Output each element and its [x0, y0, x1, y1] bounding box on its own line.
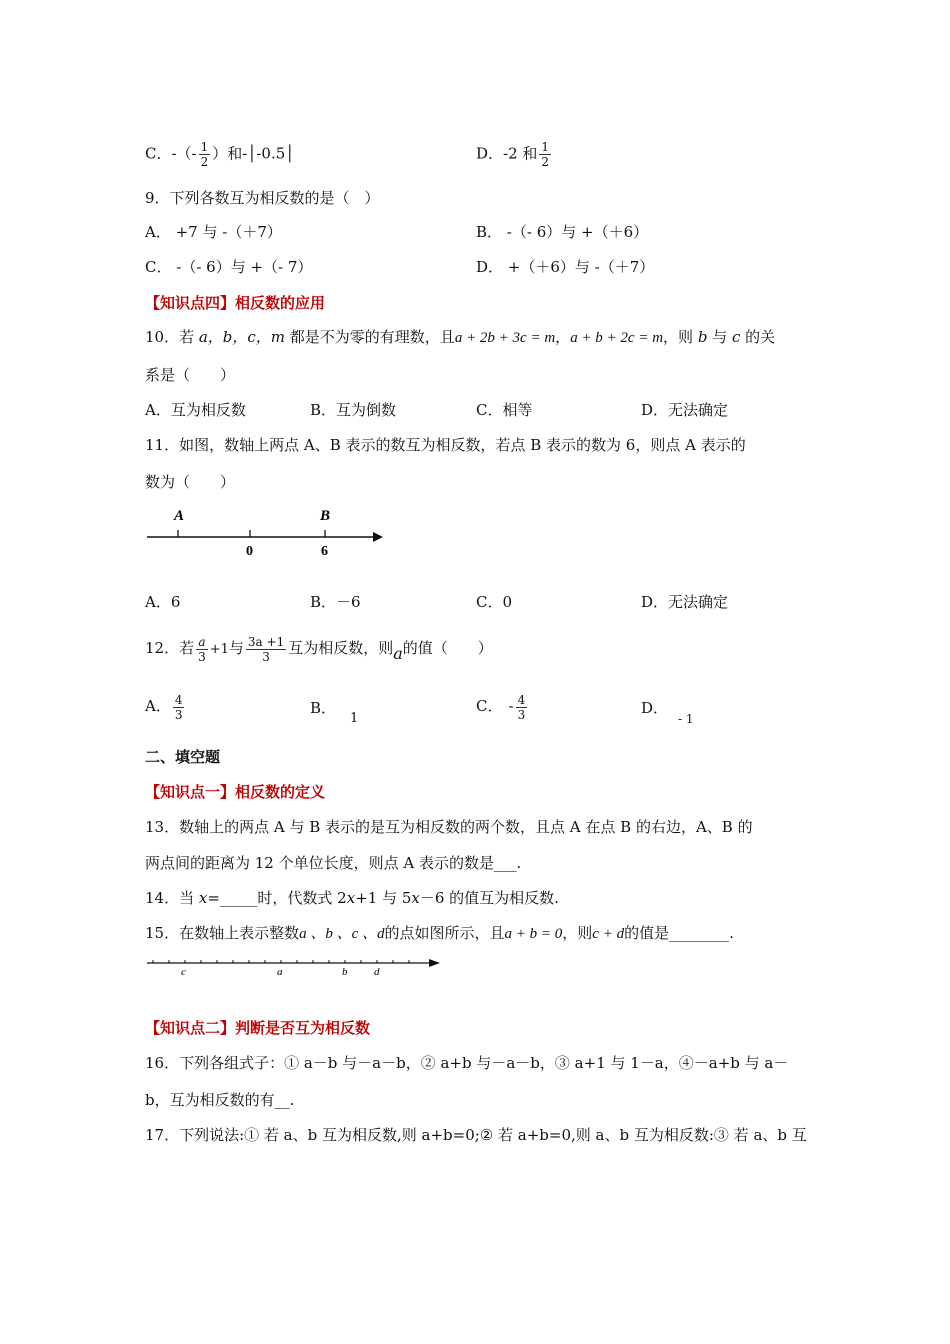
- q9-option-d: D． +（＋6）与 -（＋7）: [476, 258, 655, 276]
- frac-num: 4: [517, 692, 526, 707]
- option-sign: -: [508, 697, 514, 715]
- fraction-3a-plus-1-over-3: [246, 635, 286, 664]
- expression: c + d: [592, 926, 625, 942]
- frac-num: 4: [174, 692, 183, 707]
- knowledge-point-heading: 【知识点四】相反数的应用: [145, 294, 326, 312]
- tick-label-6: 6: [321, 544, 328, 559]
- q9-option-c: C． -（- 6）与 +（- 7）: [145, 258, 313, 276]
- q9-stem: 9．下列各数互为相反数的是（ ）: [145, 189, 380, 207]
- text: 的值（ ）: [402, 639, 493, 657]
- text: 的值是________.: [624, 924, 734, 942]
- variable: b: [697, 328, 708, 346]
- q14-stem: [145, 888, 559, 908]
- q13-line2: 两点间的距离为 12 个单位长度，则点 A 表示的数是___.: [145, 854, 522, 872]
- q9-option-a: A． +7 与 -（＋7）: [145, 223, 282, 241]
- equation: a + 2b + 3c = m: [454, 330, 556, 346]
- text: 与: [228, 639, 244, 657]
- q11-stem-line1: 11．如图，数轴上两点 A、B 表示的数互为相反数，若点 B 表示的数为 6，则点 A 表示的: [145, 436, 746, 454]
- variables: a，b，c，m: [198, 328, 286, 346]
- frac-den: 3: [262, 649, 270, 664]
- q10-stem-line2: 系是（ ）: [145, 366, 236, 384]
- option-label: D．: [641, 699, 669, 717]
- fraction-4-over-3: [173, 693, 185, 722]
- section-heading: 二、填空题: [145, 748, 221, 766]
- variables: a 、b 、c 、d: [299, 926, 385, 942]
- point-a-label: A: [174, 508, 185, 524]
- variable: c: [731, 328, 741, 346]
- equation: a + b + 2c = m: [570, 330, 664, 346]
- variable: x: [346, 889, 356, 907]
- q8-optd-prefix: D．-2 和: [476, 144, 538, 163]
- point-c-label: c: [181, 966, 186, 978]
- text: 14．当: [145, 889, 199, 907]
- text: ，则: [663, 328, 698, 346]
- fraction-a-over-3: [196, 635, 208, 664]
- point-d-label: d: [374, 966, 380, 978]
- frac-den: 3: [198, 649, 206, 664]
- frac-num: a: [196, 635, 208, 650]
- q11-option-a: A．6: [145, 593, 181, 611]
- frac-den: 3: [517, 707, 526, 722]
- text: 的关: [740, 328, 776, 346]
- text: 互为相反数，则: [288, 639, 394, 657]
- frac-den: 2: [541, 155, 550, 169]
- q8-option-d: [476, 140, 553, 169]
- text: 10．若: [145, 328, 199, 346]
- q10-option-d: D．无法确定: [641, 401, 729, 419]
- q11-option-c: C．0: [476, 593, 513, 611]
- q16-line1: 16．下列各组式子：① a－b 与－a－b，② a+b 与－a－b，③ a+1 与 1－a，④－a+b 与 a－: [145, 1054, 789, 1072]
- q8-optc-prefix: C．-（-: [145, 144, 197, 163]
- equation: a + b = 0: [504, 926, 563, 942]
- q11-option-d: D．无法确定: [641, 593, 729, 611]
- frac-den: 2: [200, 155, 209, 169]
- q8-optd-fraction: [539, 140, 551, 169]
- tick-label-0: 0: [246, 544, 253, 559]
- q15-stem: [145, 923, 734, 944]
- point-b-label: b: [342, 966, 348, 978]
- q8-optc-fraction: [199, 140, 211, 169]
- text: 与: [707, 328, 732, 346]
- q10-option-a: A．互为相反数: [145, 401, 246, 419]
- text: 都是不为零的有理数，且: [285, 328, 455, 346]
- option-value: 1: [350, 711, 359, 726]
- fraction-4-over-3: [516, 693, 528, 722]
- text: 15．在数轴上表示整数: [145, 924, 300, 942]
- point-a-label: a: [277, 966, 283, 978]
- text: 的点如图所示，且: [384, 924, 505, 942]
- q17-line1: 17．下列说法:① 若 a、b 互为相反数,则 a+b=0;② 若 a+b=0,则 a、b 互为相反数:③ 若 a、b 互: [145, 1126, 807, 1144]
- text: +1: [209, 642, 229, 657]
- knowledge-point-heading: 【知识点一】相反数的定义: [145, 783, 326, 801]
- q8-option-c: [145, 140, 294, 169]
- option-value: - 1: [678, 712, 694, 726]
- frac-den: 3: [174, 707, 183, 722]
- option-label: B．: [310, 699, 337, 717]
- point-b-label: B: [320, 508, 331, 524]
- q11-stem-line2: 数为（ ）: [145, 473, 236, 491]
- q12-option-d: [641, 698, 694, 726]
- text: =_____时，代数式 2: [207, 889, 347, 907]
- q12-option-a: [145, 688, 186, 724]
- q12-option-b: [310, 698, 359, 726]
- variable: a: [393, 644, 403, 663]
- q8-optc-suffix: ）和-│-0.5│: [212, 144, 295, 163]
- option-label: A．: [145, 697, 171, 715]
- q10-option-b: B．互为倒数: [310, 401, 397, 419]
- variable: x: [198, 889, 208, 907]
- option-label: C．: [476, 697, 503, 715]
- frac-num: 1: [200, 140, 209, 154]
- q13-line1: 13．数轴上的两点 A 与 B 表示的是互为相反数的两个数，且点 A 在点 B 的右边，A、B 的: [145, 818, 753, 836]
- q11-number-line-figure: [145, 503, 390, 563]
- text: +1 与 5: [355, 889, 412, 907]
- text: 12．若: [145, 639, 195, 657]
- q16-line2: b，互为相反数的有__.: [145, 1091, 295, 1109]
- q10-option-c: C．相等: [476, 401, 533, 419]
- q10-stem-line1: [145, 327, 775, 348]
- variable: x: [411, 889, 420, 907]
- q11-option-b: B．－6: [310, 593, 361, 611]
- knowledge-point-heading: 【知识点二】判断是否互为相反数: [145, 1019, 371, 1037]
- q12-stem: [145, 630, 493, 670]
- text: ，: [555, 328, 571, 346]
- text: －6 的值互为相反数.: [419, 889, 559, 907]
- frac-num: 1: [541, 140, 550, 154]
- q12-option-c: [476, 688, 529, 724]
- q15-number-line-figure: [145, 952, 445, 982]
- text: ，则: [562, 924, 593, 942]
- frac-num: 3a +1: [247, 634, 285, 649]
- q9-option-b: B． -（- 6）与 +（＋6）: [476, 223, 649, 241]
